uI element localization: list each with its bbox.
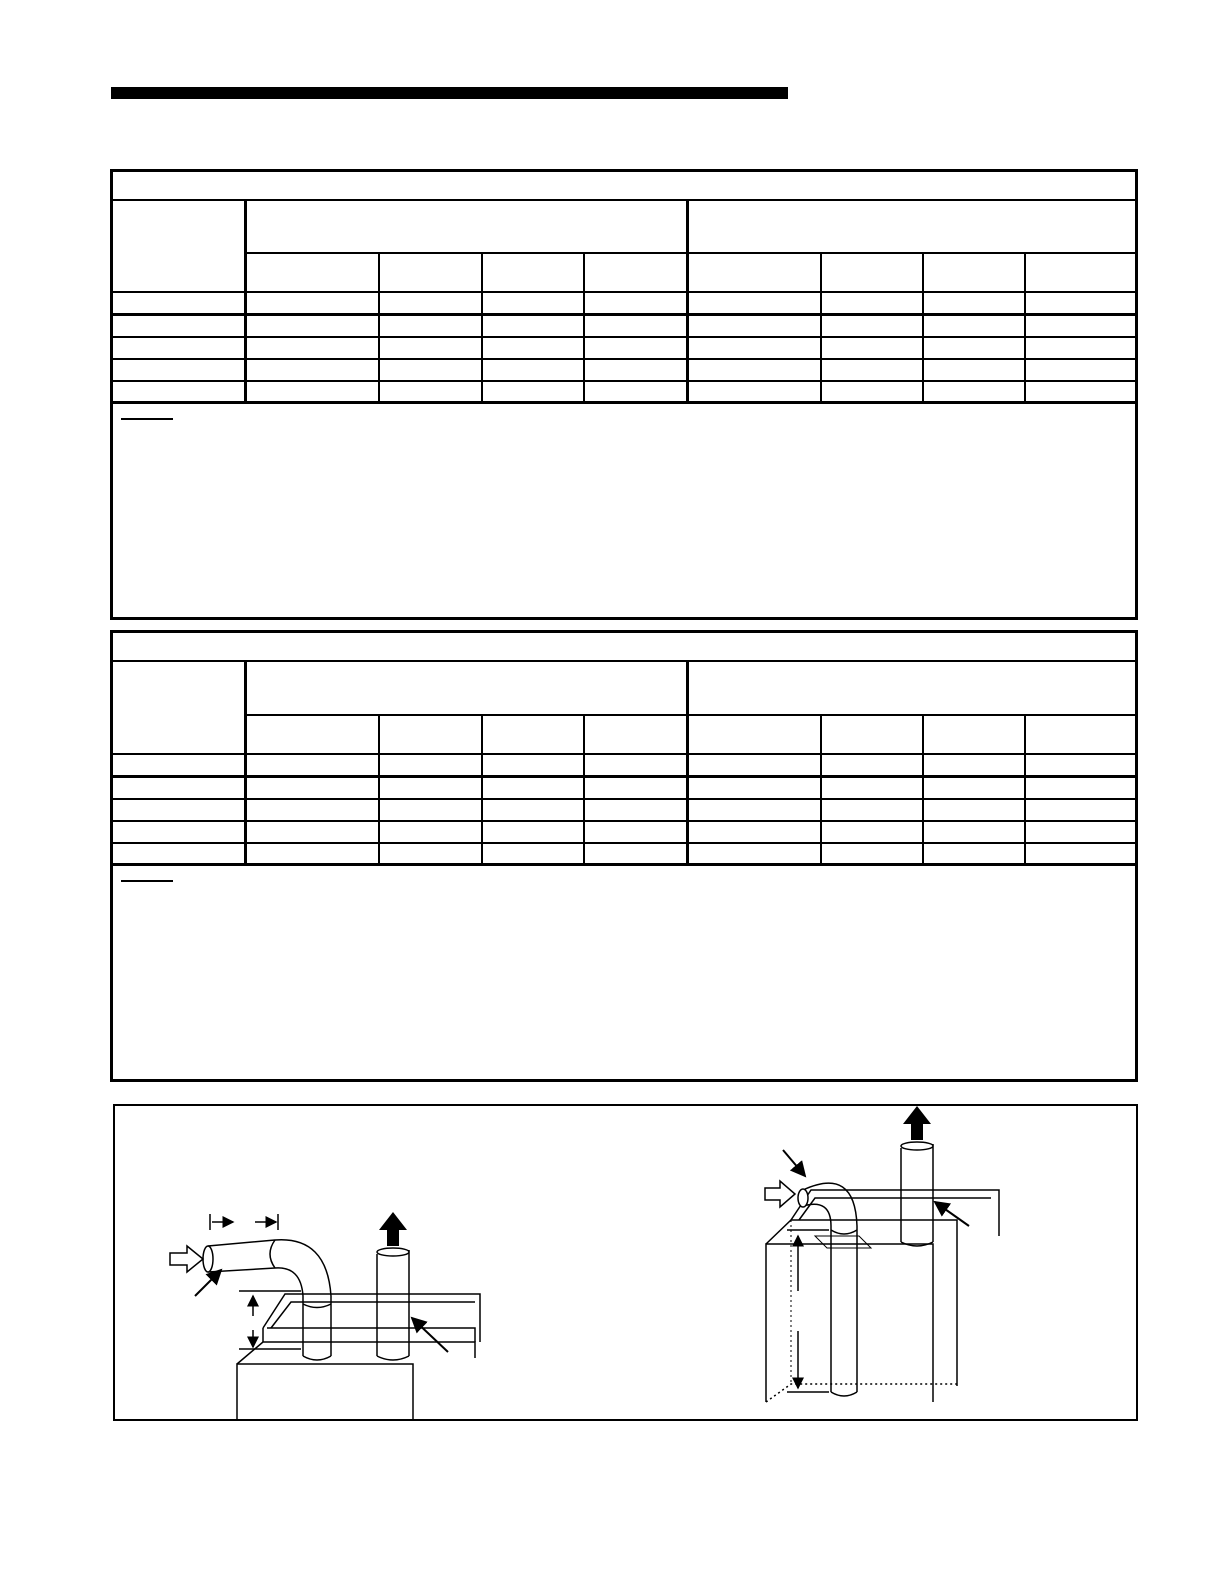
exhaust-arrow-icon [379,1212,407,1246]
intake-arrow-icon [765,1181,795,1207]
left-vent-diagram [195,1214,480,1419]
group-header-right [689,201,1135,252]
row-header [113,201,244,291]
section-heading-bar [111,87,788,99]
group-header-right [689,662,1135,714]
vent-diagram-figure [113,1104,1138,1421]
table-notes [113,866,1135,1079]
vent-table-a [110,169,1138,620]
table-title-row [113,172,1135,201]
table-grid [113,201,1135,403]
vent-diagrams [115,1106,1136,1419]
intake-arrow-icon [170,1246,203,1272]
notes-label [121,418,173,420]
group-header-left [247,201,686,252]
group-header-left [247,662,686,714]
table-grid [113,662,1135,865]
right-vent-diagram [766,1142,999,1402]
vent-table-b [110,630,1138,1082]
table-notes [113,404,1135,617]
exhaust-arrow-icon [903,1106,931,1140]
notes-label [121,880,173,882]
row-header [113,662,244,753]
table-title-row [113,633,1135,662]
